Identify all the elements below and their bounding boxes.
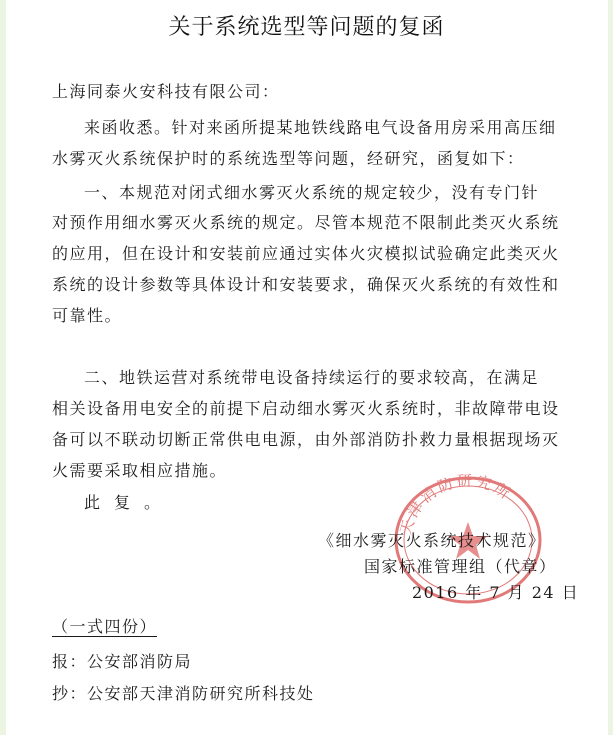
paragraph-3-line-1: 二、地铁运营对系统带电设备持续运行的要求较高，在满足 [84,368,540,387]
paragraph-2-line-5: 可靠性。 [52,306,123,325]
signature-standard-name: 《细水雾灭火系统技术规范》 [318,531,546,550]
paragraph-3-line-2: 相关设备用电安全的前提下启动细水雾灭火系统时，非故障带电设 [52,399,560,418]
paragraph-2-line-2: 对预作用细水雾灭火系统的规定。尽管本规范不限制此类灭火系统 [52,213,560,232]
right-margin-strip [608,0,613,735]
left-margin-strip [0,0,6,735]
report-to: 报：公安部消防局 [52,652,193,671]
signature-group: 国家标准管理组（代章） [364,557,557,576]
paragraph-2-line-3: 的应用，但在设计和安装前应通过实体火灾模拟试验确定此类灭火 [52,244,560,263]
paragraph-1-line-2: 水雾灭火系统保护时的系统选型等问题，经研究，函复如下： [52,149,525,168]
signature-date: 2016 年 7 月 24 日 [412,583,580,602]
addressee: 上海同泰火安科技有限公司： [52,82,280,101]
copies-note: （一式四份） [52,617,158,636]
paragraph-3-line-4: 火需要采取相应措施。 [52,461,228,480]
paragraph-1-line-1: 来函收悉。针对来函所提某地铁线路电气设备用房采用高压细 [84,118,557,137]
document-title: 关于系统选型等问题的复函 [168,15,445,40]
copy-to: 抄：公安部天津消防研究所科技处 [52,684,315,703]
paragraph-2-line-4: 系统的设计参数等具体设计和安装要求，确保灭火系统的有效性和 [52,275,560,294]
seal-text: 天津消防研究所 [396,471,516,538]
paragraph-3-line-3: 备可以不联动切断正常供电电源，由外部消防扑救力量根据现场灭 [52,430,560,449]
closing-text: 此复。 [84,493,175,512]
paragraph-2-line-1: 一、本规范对闭式细水雾灭火系统的规定较少，没有专门针 [84,183,540,202]
